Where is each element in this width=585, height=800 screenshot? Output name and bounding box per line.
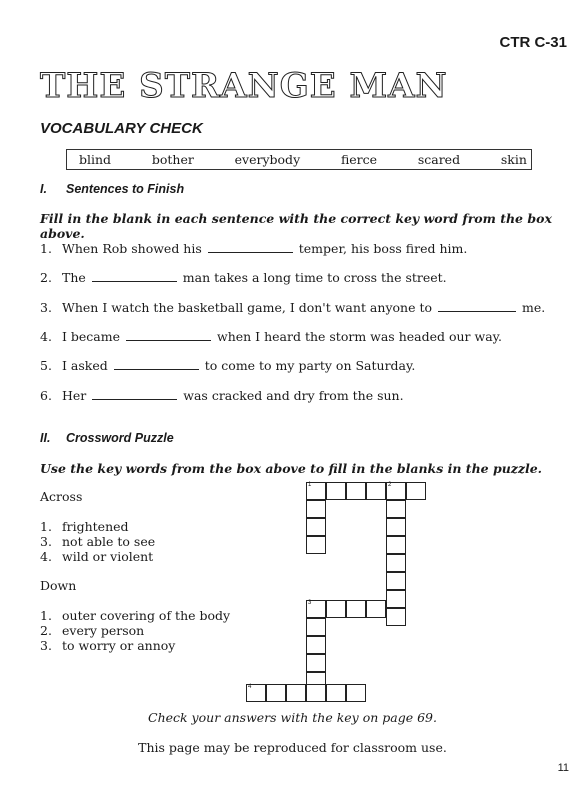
word-box-item: everybody — [234, 152, 301, 167]
word-box-item: fierce — [340, 152, 378, 167]
clue-text: to worry or annoy — [62, 638, 176, 653]
sentence-number: 3. — [40, 300, 52, 315]
crossword-cell[interactable] — [306, 654, 326, 672]
vocabulary-heading: VOCABULARY CHECK — [40, 120, 203, 137]
sentence-number: 6. — [40, 388, 52, 403]
crossword-cell[interactable] — [386, 536, 406, 554]
crossword-cell[interactable] — [306, 500, 326, 518]
sentence-number: 5. — [40, 358, 52, 373]
crossword-cell[interactable] — [386, 482, 406, 500]
crossword-cell[interactable] — [366, 600, 386, 618]
crossword-cell[interactable] — [306, 600, 326, 618]
sentence-number: 2. — [40, 270, 52, 285]
crossword-cell[interactable] — [326, 684, 346, 702]
sentence-number: 4. — [40, 329, 52, 344]
crossword-cell[interactable] — [346, 482, 366, 500]
crossword-cell[interactable] — [306, 684, 326, 702]
word-box-item: scared — [417, 152, 461, 167]
section2-title: Crossword Puzzle — [66, 431, 174, 445]
crossword-cell[interactable] — [266, 684, 286, 702]
crossword-cell[interactable] — [366, 482, 386, 500]
section2-instruction: Use the key words from the box above to fill in the blanks in the puzzle. — [40, 461, 543, 476]
sentence-text: I became — [62, 329, 121, 344]
page-number: 11 — [557, 762, 569, 774]
crossword-cell[interactable] — [306, 636, 326, 654]
section1-title: Sentences to Finish — [66, 182, 185, 196]
clue-number: 4. — [40, 549, 52, 564]
crossword-cell[interactable] — [406, 482, 426, 500]
crossword-cell[interactable] — [386, 572, 406, 590]
across-heading: Across — [40, 489, 83, 504]
crossword-cell[interactable] — [346, 600, 366, 618]
page-title: THE STRANGE MAN — [40, 66, 448, 106]
sentence-text: The — [62, 270, 86, 285]
crossword-cell[interactable] — [306, 482, 326, 500]
crossword-cell[interactable] — [286, 684, 306, 702]
clue-number: 2. — [40, 623, 52, 638]
sentence-text: when I heard the storm was headed our way. — [217, 329, 503, 344]
crossword-cell-number: 4 — [248, 684, 252, 690]
clue-text: frightened — [62, 519, 129, 534]
crossword-cell[interactable] — [306, 618, 326, 636]
clue-number: 1. — [40, 519, 52, 534]
clue-text: not able to see — [62, 534, 156, 549]
down-heading: Down — [40, 578, 77, 593]
crossword-cell[interactable] — [386, 518, 406, 536]
sentence-number: 1. — [40, 241, 52, 256]
worksheet-code: CTR C-31 — [499, 34, 567, 51]
clue-text: outer covering of the body — [62, 608, 231, 623]
crossword-cell[interactable] — [306, 518, 326, 536]
clue-number: 3. — [40, 638, 52, 653]
reproduction-note: This page may be reproduced for classroom use. — [138, 740, 447, 755]
sentence-text: to come to my party on Saturday. — [204, 358, 416, 373]
word-box-item: blind — [79, 152, 112, 167]
clue-number: 3. — [40, 534, 52, 549]
clue-text: wild or violent — [62, 549, 154, 564]
sentence-text: me. — [522, 300, 546, 315]
crossword-cell[interactable] — [326, 482, 346, 500]
word-box-item: skin — [500, 152, 527, 167]
crossword-cell[interactable] — [306, 536, 326, 554]
crossword-cell[interactable] — [246, 684, 266, 702]
section1-instruction: Fill in the blank in each sentence with the correct key word from the box above. — [40, 211, 552, 241]
crossword-cell-number: 2 — [388, 482, 392, 488]
word-box-item: bother — [151, 152, 194, 167]
section1-number: I. — [40, 182, 47, 196]
answer-key-note: Check your answers with the key on page 69. — [148, 710, 437, 725]
crossword-cell[interactable] — [346, 684, 366, 702]
sentence-text: man takes a long time to cross the street. — [182, 270, 447, 285]
sentence-text: temper, his boss fired him. — [298, 241, 468, 256]
section2-number: II. — [40, 431, 51, 445]
crossword-cell[interactable] — [386, 554, 406, 572]
sentence-text: When Rob showed his — [62, 241, 202, 256]
crossword-cell[interactable] — [326, 600, 346, 618]
clue-number: 1. — [40, 608, 52, 623]
crossword-cell-number: 3 — [308, 600, 312, 606]
sentence-text: I asked — [62, 358, 108, 373]
sentence-text: When I watch the basketball game, I don't want anyone to — [62, 300, 432, 315]
crossword-cell[interactable] — [386, 590, 406, 608]
crossword-cell[interactable] — [386, 608, 406, 626]
sentence-text: Her — [62, 388, 87, 403]
sentence-text: was cracked and dry from the sun. — [183, 388, 404, 403]
crossword-cell-number: 1 — [308, 482, 312, 488]
crossword-cell[interactable] — [386, 500, 406, 518]
clue-text: every person — [62, 623, 145, 638]
